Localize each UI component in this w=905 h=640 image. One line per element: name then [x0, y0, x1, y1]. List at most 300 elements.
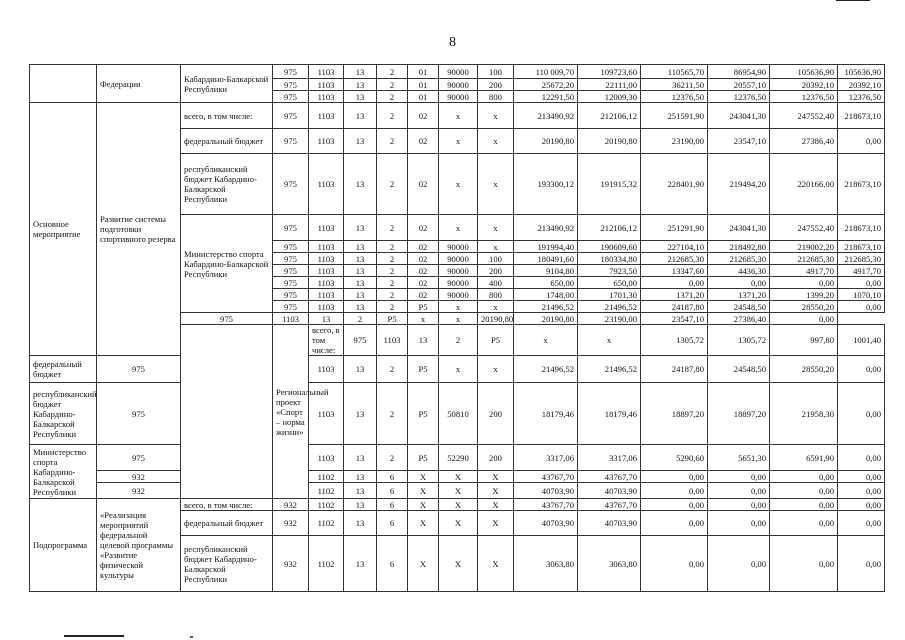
amount-cell: 12376,50 — [838, 91, 885, 103]
amount-cell: 21496,52 — [514, 356, 578, 383]
amount-cell: 213490,92 — [514, 215, 578, 241]
program-code: 13 — [344, 301, 377, 313]
expense-type-code: x — [478, 356, 514, 383]
amount-cell: 24548,50 — [708, 356, 770, 383]
event-code: X — [408, 483, 439, 499]
event-code: 01 — [408, 65, 439, 79]
amount-cell: 191915,32 — [578, 154, 641, 215]
amount-cell: 0,00 — [838, 499, 885, 511]
section-code: 1102 — [309, 511, 344, 536]
section-cell: Подпрограмма — [30, 499, 97, 592]
amount-cell: 18179,46 — [578, 383, 641, 445]
amount-cell: 18179,46 — [514, 383, 578, 445]
direction-code: x — [439, 103, 478, 129]
amount-cell: 1001,40 — [838, 325, 885, 356]
program-code: 13 — [344, 536, 377, 592]
subprogram-code: 2 — [377, 277, 408, 289]
subprogram-code: 2 — [377, 79, 408, 91]
subprogram-code: 2 — [344, 313, 377, 325]
direction-code: X — [439, 511, 478, 536]
program-code: 13 — [344, 499, 377, 511]
program-code: 13 — [344, 471, 377, 483]
section-code: 1103 — [309, 65, 344, 79]
amount-cell: 0,00 — [838, 536, 885, 592]
event-code: X — [408, 536, 439, 592]
subprogram-code: 2 — [377, 129, 408, 154]
expense-type-code: X — [478, 511, 514, 536]
expense-type-code: 200 — [478, 383, 514, 445]
grbs-code: 932 — [273, 511, 309, 536]
amount-cell: 20557,10 — [708, 79, 770, 91]
amount-cell: 24187,80 — [641, 301, 708, 313]
section-code: 1103 — [309, 289, 344, 301]
amount-cell: 43767,70 — [578, 499, 641, 511]
event-code: P5 — [408, 445, 439, 471]
amount-cell: 0,00 — [770, 499, 838, 511]
program-code: 13 — [344, 79, 377, 91]
amount-cell: 23190,00 — [578, 313, 641, 325]
expense-type-code: x — [478, 215, 514, 241]
table-row — [30, 356, 885, 383]
event-code: 02 — [408, 154, 439, 215]
subprogram-code: 2 — [377, 103, 408, 129]
amount-cell: 12376,50 — [770, 91, 838, 103]
expense-type-code: x — [478, 154, 514, 215]
amount-cell: 86954,90 — [708, 65, 770, 79]
expense-type-code: x — [478, 241, 514, 253]
source-cell: Кабардино-Балкарской Республики — [181, 65, 273, 103]
amount-cell: 213490,92 — [514, 103, 578, 129]
amount-cell: 247552,40 — [770, 215, 838, 241]
subprogram-code: 2 — [377, 154, 408, 215]
expense-type-code: x — [439, 313, 478, 325]
amount-cell: 219494,20 — [708, 154, 770, 215]
amount-cell: 0,00 — [770, 277, 838, 289]
amount-cell: 3317,06 — [514, 445, 578, 471]
amount-cell: 5651,30 — [708, 445, 770, 471]
grbs-code: 975 — [273, 301, 309, 313]
source-cell: республиканский бюджет Кабардино-Балкарской Республики — [181, 536, 273, 592]
section-code: 1103 — [309, 215, 344, 241]
section-code: 1103 — [309, 265, 344, 277]
event-code: 02 — [408, 265, 439, 277]
amount-cell: 1701,30 — [578, 289, 641, 301]
amount-cell: 3317,06 — [578, 445, 641, 471]
subprogram-code: 6 — [377, 511, 408, 536]
event-code: P5 — [408, 383, 439, 445]
subprogram-code: 2 — [439, 325, 478, 356]
table-row — [30, 471, 885, 483]
expense-type-code: 800 — [478, 91, 514, 103]
section-code: 1103 — [309, 383, 344, 445]
amount-cell: 1748,00 — [514, 289, 578, 301]
source-cell: Министерство спорта Кабардино-Балкарской Республики — [181, 215, 273, 313]
subprogram-code: 6 — [377, 536, 408, 592]
grbs-code: 975 — [273, 277, 309, 289]
source-cell: федеральный бюджет — [181, 129, 273, 154]
expense-type-code: x — [478, 301, 514, 313]
amount-cell: 105636,90 — [838, 65, 885, 79]
amount-cell: 110 009,70 — [514, 65, 578, 79]
amount-cell: 20190,80 — [514, 313, 578, 325]
amount-cell: 180491,60 — [514, 253, 578, 265]
amount-cell: 191994,40 — [514, 241, 578, 253]
grbs-code: 975 — [273, 241, 309, 253]
direction-code: 90000 — [439, 265, 478, 277]
section-code: 1103 — [309, 103, 344, 129]
amount-cell: 0,00 — [838, 129, 885, 154]
event-name-cell: Федерации — [97, 65, 181, 103]
section-cell: Основное мероприятие — [30, 103, 97, 356]
amount-cell: 0,00 — [641, 483, 708, 499]
subprogram-code: 2 — [377, 265, 408, 277]
event-name-cell: Развитие системы подготовки спортивного резерва — [97, 103, 181, 356]
expense-type-code: 200 — [478, 79, 514, 91]
amount-cell: 4917,70 — [770, 265, 838, 277]
event-name-cell: «Реализация мероприятий федеральной целевой программы «Развитие физической культуры — [97, 499, 181, 592]
direction-code: X — [439, 483, 478, 499]
amount-cell: 251591,90 — [641, 103, 708, 129]
direction-code: x — [439, 154, 478, 215]
amount-cell: 25672,20 — [514, 79, 578, 91]
grbs-code: 932 — [273, 536, 309, 592]
event-code: P5 — [408, 356, 439, 383]
amount-cell: 0,00 — [838, 383, 885, 445]
event-code: X — [408, 499, 439, 511]
program-code: 13 — [344, 265, 377, 277]
section-code: 1103 — [273, 313, 309, 325]
amount-cell: 24548,50 — [708, 301, 770, 313]
section-code: 1102 — [309, 536, 344, 592]
grbs-code: 975 — [273, 65, 309, 79]
amount-cell: 1399,20 — [770, 289, 838, 301]
table-row — [30, 103, 885, 129]
amount-cell: 218673,10 — [838, 154, 885, 215]
amount-cell: 180334,80 — [578, 253, 641, 265]
direction-code: 90000 — [439, 91, 478, 103]
amount-cell: 212685,30 — [708, 253, 770, 265]
program-code: 13 — [344, 445, 377, 471]
amount-cell: 12376,50 — [708, 91, 770, 103]
program-code: 13 — [344, 154, 377, 215]
amount-cell: 243041,30 — [708, 215, 770, 241]
expense-type-code: 200 — [478, 445, 514, 471]
amount-cell: 219002,20 — [770, 241, 838, 253]
amount-cell: 36211,50 — [641, 79, 708, 91]
amount-cell: 23547,10 — [641, 313, 708, 325]
amount-cell: 110565,70 — [641, 65, 708, 79]
amount-cell: 109723,60 — [578, 65, 641, 79]
direction-code: 90000 — [439, 277, 478, 289]
section-code: 1102 — [309, 483, 344, 499]
amount-cell: 6591,90 — [770, 445, 838, 471]
source-cell: всего, в том числе: — [181, 499, 273, 511]
amount-cell: 0,00 — [838, 511, 885, 536]
section-cell — [181, 325, 273, 499]
event-code: 01 — [408, 79, 439, 91]
amount-cell: 0,00 — [708, 483, 770, 499]
amount-cell: 105636,90 — [770, 65, 838, 79]
amount-cell: 23190,00 — [641, 129, 708, 154]
subprogram-code: 2 — [377, 383, 408, 445]
amount-cell: 190609,60 — [578, 241, 641, 253]
direction-code: 90000 — [439, 289, 478, 301]
amount-cell: 43767,70 — [514, 471, 578, 483]
page-edge-mark — [64, 635, 124, 637]
amount-cell: 212106,12 — [578, 215, 641, 241]
program-code: 13 — [344, 356, 377, 383]
direction-code: 90000 — [439, 253, 478, 265]
amount-cell: 28550,20 — [770, 356, 838, 383]
grbs-code: 975 — [273, 154, 309, 215]
program-code: 13 — [344, 511, 377, 536]
amount-cell: 21496,52 — [514, 301, 578, 313]
amount-cell: 12291,50 — [514, 91, 578, 103]
section-code: 1103 — [377, 325, 408, 356]
amount-cell: 0,00 — [641, 511, 708, 536]
amount-cell: 4436,30 — [708, 265, 770, 277]
event-code: 02 — [408, 241, 439, 253]
table-row — [30, 483, 885, 499]
amount-cell: 0,00 — [708, 277, 770, 289]
amount-cell: 218492,80 — [708, 241, 770, 253]
section-code: 1102 — [309, 471, 344, 483]
amount-cell: 0,00 — [641, 471, 708, 483]
table-row — [30, 445, 885, 471]
event-code: P5 — [478, 325, 514, 356]
amount-cell: 0,00 — [838, 445, 885, 471]
event-code: 02 — [408, 215, 439, 241]
subprogram-code: 2 — [377, 215, 408, 241]
section-code: 1103 — [309, 301, 344, 313]
amount-cell: 0,00 — [838, 471, 885, 483]
amount-cell: 212685,30 — [770, 253, 838, 265]
amount-cell: 0,00 — [641, 536, 708, 592]
direction-code: x — [408, 313, 439, 325]
expense-type-code: x — [478, 103, 514, 129]
amount-cell: 0,00 — [770, 536, 838, 592]
amount-cell: 0,00 — [838, 277, 885, 289]
direction-code: X — [439, 536, 478, 592]
amount-cell: 1371,20 — [708, 289, 770, 301]
amount-cell: 212685,30 — [641, 253, 708, 265]
amount-cell: 220166,00 — [770, 154, 838, 215]
amount-cell: 1070,10 — [838, 289, 885, 301]
event-code: P5 — [377, 313, 408, 325]
event-code: X — [408, 471, 439, 483]
direction-code: x — [439, 129, 478, 154]
grbs-code: 932 — [273, 499, 309, 511]
subprogram-code: 2 — [377, 253, 408, 265]
grbs-code: 932 — [97, 471, 181, 483]
amount-cell: 0,00 — [708, 499, 770, 511]
amount-cell: 0,00 — [770, 483, 838, 499]
grbs-code: 975 — [273, 103, 309, 129]
amount-cell: 20392,10 — [838, 79, 885, 91]
amount-cell: 20190,80 — [514, 129, 578, 154]
amount-cell: 22111,00 — [578, 79, 641, 91]
source-cell: республиканский бюджет Кабардино-Балкарской Республики — [181, 154, 273, 215]
section-code: 1103 — [309, 277, 344, 289]
amount-cell: 997,80 — [770, 325, 838, 356]
source-cell: федеральный бюджет — [181, 511, 273, 536]
grbs-code: 975 — [344, 325, 377, 356]
page-edge-mark — [836, 0, 870, 1]
table-row — [30, 499, 885, 511]
amount-cell: 9104,80 — [514, 265, 578, 277]
expense-type-code: x — [478, 129, 514, 154]
section-code: 1103 — [309, 253, 344, 265]
direction-code: x — [439, 215, 478, 241]
direction-code: x — [439, 356, 478, 383]
section-code: 1103 — [309, 129, 344, 154]
amount-cell: 251291,90 — [641, 215, 708, 241]
amount-cell: 3063,80 — [578, 536, 641, 592]
direction-code: X — [439, 499, 478, 511]
amount-cell: 40703,90 — [514, 511, 578, 536]
source-cell: всего, в том числе: — [181, 103, 273, 129]
amount-cell: 0,00 — [770, 511, 838, 536]
event-code: X — [408, 511, 439, 536]
amount-cell: 40703,90 — [578, 483, 641, 499]
subprogram-code: 6 — [377, 499, 408, 511]
expense-type-code: X — [478, 499, 514, 511]
event-code: 02 — [408, 129, 439, 154]
expense-type-code: 200 — [478, 265, 514, 277]
program-code: 13 — [344, 91, 377, 103]
section-code: 1103 — [309, 154, 344, 215]
amount-cell: 0,00 — [708, 471, 770, 483]
program-code: 13 — [344, 65, 377, 79]
program-code: 13 — [344, 103, 377, 129]
grbs-code: 932 — [97, 483, 181, 499]
direction-code: 90000 — [439, 65, 478, 79]
amount-cell: 40703,90 — [514, 483, 578, 499]
amount-cell: 20392,10 — [770, 79, 838, 91]
expense-type-code: X — [478, 471, 514, 483]
program-code: 13 — [344, 215, 377, 241]
amount-cell: 20190,80 — [578, 129, 641, 154]
amount-cell: 40703,90 — [578, 511, 641, 536]
program-code: 13 — [344, 383, 377, 445]
amount-cell: 21958,30 — [770, 383, 838, 445]
program-code: 13 — [344, 253, 377, 265]
grbs-code: 975 — [181, 313, 273, 325]
amount-cell: 23547,10 — [708, 129, 770, 154]
grbs-code: 975 — [273, 253, 309, 265]
amount-cell: 228401,90 — [641, 154, 708, 215]
subprogram-code: 2 — [377, 301, 408, 313]
page-number: 8 — [449, 35, 456, 50]
subprogram-code: 2 — [377, 241, 408, 253]
direction-code: 90000 — [439, 241, 478, 253]
subprogram-code: 2 — [377, 289, 408, 301]
subprogram-code: 2 — [377, 356, 408, 383]
amount-cell: 0,00 — [838, 356, 885, 383]
amount-cell: 20190,80 — [478, 313, 514, 325]
direction-code: 90000 — [439, 79, 478, 91]
event-code: 02 — [408, 253, 439, 265]
section-code: 1103 — [309, 241, 344, 253]
amount-cell: 18897,20 — [708, 383, 770, 445]
amount-cell: 0,00 — [641, 277, 708, 289]
grbs-code: 975 — [273, 79, 309, 91]
amount-cell: 3063,80 — [514, 536, 578, 592]
source-cell: Министерство спорта Кабардино-Балкарской Республики — [30, 445, 97, 499]
expense-type-code: x — [578, 325, 641, 356]
subprogram-code: 6 — [377, 483, 408, 499]
amount-cell: 247552,40 — [770, 103, 838, 129]
section-code: 1103 — [309, 91, 344, 103]
amount-cell: 21496,52 — [578, 356, 641, 383]
program-code: 13 — [344, 483, 377, 499]
amount-cell: 0,00 — [838, 483, 885, 499]
amount-cell: 21496,52 — [578, 301, 641, 313]
program-code: 13 — [408, 325, 439, 356]
amount-cell: 18897,20 — [641, 383, 708, 445]
event-code: 02 — [408, 277, 439, 289]
subprogram-code: 2 — [377, 65, 408, 79]
grbs-code: 975 — [97, 383, 181, 445]
direction-code: X — [439, 471, 478, 483]
amount-cell: 0,00 — [708, 511, 770, 536]
expense-type-code: 400 — [478, 277, 514, 289]
amount-cell: 650,00 — [514, 277, 578, 289]
amount-cell: 218673,10 — [838, 103, 885, 129]
source-cell: республиканский бюджет Кабардино-Балкарской Республики — [30, 383, 97, 445]
grbs-code: 975 — [97, 445, 181, 471]
amount-cell: 27386,40 — [708, 313, 770, 325]
amount-cell: 4917,70 — [838, 265, 885, 277]
amount-cell: 0,00 — [770, 313, 838, 325]
section-code: 1102 — [309, 499, 344, 511]
scan-artifact — [190, 636, 193, 638]
program-code: 13 — [344, 241, 377, 253]
amount-cell: 1305,72 — [641, 325, 708, 356]
program-code: 13 — [344, 289, 377, 301]
grbs-code: 975 — [273, 289, 309, 301]
amount-cell: 212685,30 — [838, 253, 885, 265]
subprogram-code: 6 — [377, 471, 408, 483]
grbs-code: 975 — [273, 91, 309, 103]
amount-cell: 218673,10 — [838, 241, 885, 253]
event-name-cell: Региональный проект «Спорт – норма жизни» — [273, 325, 309, 499]
event-code: 02 — [408, 103, 439, 129]
direction-code: 50810 — [439, 383, 478, 445]
direction-code: x — [439, 301, 478, 313]
amount-cell: 43767,70 — [578, 471, 641, 483]
amount-cell: 212106,12 — [578, 103, 641, 129]
program-code: 13 — [344, 277, 377, 289]
amount-cell: 193300,12 — [514, 154, 578, 215]
amount-cell: 12376,50 — [641, 91, 708, 103]
expense-type-code: 100 — [478, 253, 514, 265]
expense-type-code: X — [478, 483, 514, 499]
amount-cell: 0,00 — [641, 499, 708, 511]
section-cell — [30, 65, 97, 103]
subprogram-code: 2 — [377, 445, 408, 471]
amount-cell: 5290,60 — [641, 445, 708, 471]
program-code: 13 — [344, 129, 377, 154]
amount-cell: 1305,72 — [708, 325, 770, 356]
grbs-code: 975 — [97, 356, 181, 383]
subprogram-code: 2 — [377, 91, 408, 103]
grbs-code: 975 — [273, 265, 309, 277]
amount-cell: 24187,80 — [641, 356, 708, 383]
grbs-code: 975 — [273, 215, 309, 241]
expense-type-code: 100 — [478, 65, 514, 79]
amount-cell: 7923,50 — [578, 265, 641, 277]
